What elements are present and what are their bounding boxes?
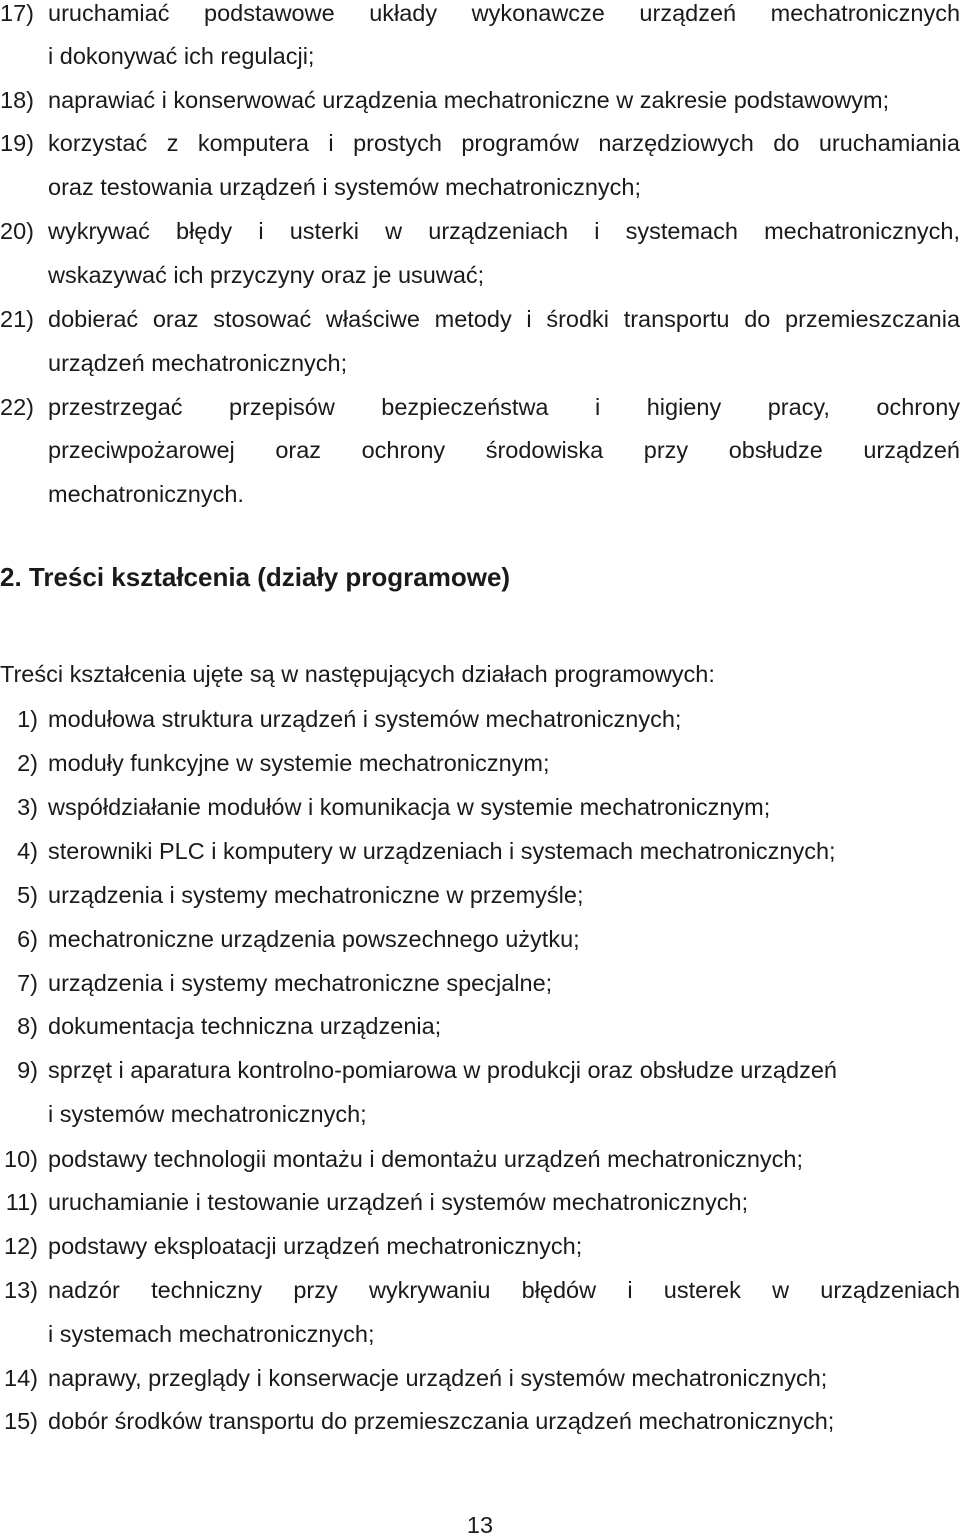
item-text-line: korzystać z komputera i prostych programów narzędziowych do uruchamiania bbox=[48, 130, 960, 156]
item-number: 14) bbox=[4, 1365, 38, 1391]
item-number: 20) bbox=[0, 218, 34, 244]
item-text-line: uruchamiać podstawowe układy wykonawcze urządzeń mechatronicznych bbox=[48, 0, 960, 26]
item-number: 21) bbox=[0, 306, 34, 332]
item-text-line: mechatroniczne urządzenia powszechnego użytku; bbox=[48, 926, 580, 952]
item-text-line: naprawy, przeglądy i konserwacje urządzeń i systemów mechatronicznych; bbox=[48, 1365, 828, 1391]
item-number: 10) bbox=[4, 1146, 38, 1172]
item-number: 15) bbox=[4, 1408, 38, 1434]
item-text-line: podstawy eksploatacji urządzeń mechatronicznych; bbox=[48, 1233, 583, 1259]
item-text-line: sprzęt i aparatura kontrolno-pomiarowa w produkcji oraz obsłudze urządzeń bbox=[48, 1057, 837, 1083]
item-number: 19) bbox=[0, 130, 34, 156]
item-text-line: podstawy technologii montażu i demontażu urządzeń mechatronicznych; bbox=[48, 1146, 804, 1172]
item-text-line: współdziałanie modułów i komunikacja w systemie mechatronicznym; bbox=[48, 794, 771, 820]
page-number: 13 bbox=[466, 1512, 494, 1538]
item-text-line: sterowniki PLC i komputery w urządzeniach i systemach mechatronicznych; bbox=[48, 838, 836, 864]
item-number: 12) bbox=[4, 1233, 38, 1259]
item-text-line: urządzenia i systemy mechatroniczne specjalne; bbox=[48, 970, 553, 996]
item-text-line: nadzór techniczny przy wykrywaniu błędów i usterek w urządzeniach bbox=[48, 1277, 960, 1303]
item-number: 8) bbox=[17, 1013, 38, 1039]
section-intro: Treści kształcenia ujęte są w następujących działach programowych: bbox=[0, 661, 715, 687]
item-number: 6) bbox=[17, 926, 38, 952]
item-text-line: wykrywać błędy i usterki w urządzeniach i systemach mechatronicznych, bbox=[48, 218, 960, 244]
item-number: 13) bbox=[4, 1277, 38, 1303]
item-text-line: dokumentacja techniczna urządzenia; bbox=[48, 1013, 442, 1039]
item-text-line: i systemów mechatronicznych; bbox=[48, 1101, 367, 1127]
item-number: 5) bbox=[17, 882, 38, 908]
item-number: 22) bbox=[0, 394, 34, 420]
item-text-line: naprawiać i konserwować urządzenia mechatroniczne w zakresie podstawowym; bbox=[48, 87, 890, 113]
item-number: 11) bbox=[5, 1189, 38, 1215]
item-number: 1) bbox=[17, 706, 38, 732]
item-text-line: wskazywać ich przyczyny oraz je usuwać; bbox=[48, 262, 485, 288]
item-text-line: przeciwpożarowej oraz ochrony środowiska przy obsłudze urządzeń bbox=[48, 437, 960, 463]
item-text-line: modułowa struktura urządzeń i systemów mechatronicznych; bbox=[48, 706, 682, 732]
item-number: 9) bbox=[17, 1057, 38, 1083]
item-text-line: urządzenia i systemy mechatroniczne w przemyśle; bbox=[48, 882, 584, 908]
item-text-line: przestrzegać przepisów bezpieczeństwa i higieny pracy, ochrony bbox=[48, 394, 960, 420]
item-text-line: i dokonywać ich regulacji; bbox=[48, 43, 315, 69]
item-text-line: dobierać oraz stosować właściwe metody i środki transportu do przemieszczania bbox=[48, 306, 960, 332]
item-text-line: urządzeń mechatronicznych; bbox=[48, 350, 348, 376]
item-number: 3) bbox=[17, 794, 38, 820]
item-text-line: uruchamianie i testowanie urządzeń i systemów mechatronicznych; bbox=[48, 1189, 749, 1215]
section-heading: 2. Treści kształcenia (działy programowe) bbox=[0, 562, 511, 592]
item-number: 2) bbox=[17, 750, 38, 776]
item-text-line: dobór środków transportu do przemieszczania urządzeń mechatronicznych; bbox=[48, 1408, 835, 1434]
item-number: 7) bbox=[17, 970, 38, 996]
item-number: 4) bbox=[17, 838, 38, 864]
item-text-line: i systemach mechatronicznych; bbox=[48, 1321, 375, 1347]
item-text-line: moduły funkcyjne w systemie mechatronicznym; bbox=[48, 750, 550, 776]
item-text-line: mechatronicznych. bbox=[48, 481, 244, 507]
item-text-line: oraz testowania urządzeń i systemów mechatronicznych; bbox=[48, 174, 641, 200]
item-number: 17) bbox=[0, 0, 34, 26]
item-number: 18) bbox=[0, 87, 34, 113]
